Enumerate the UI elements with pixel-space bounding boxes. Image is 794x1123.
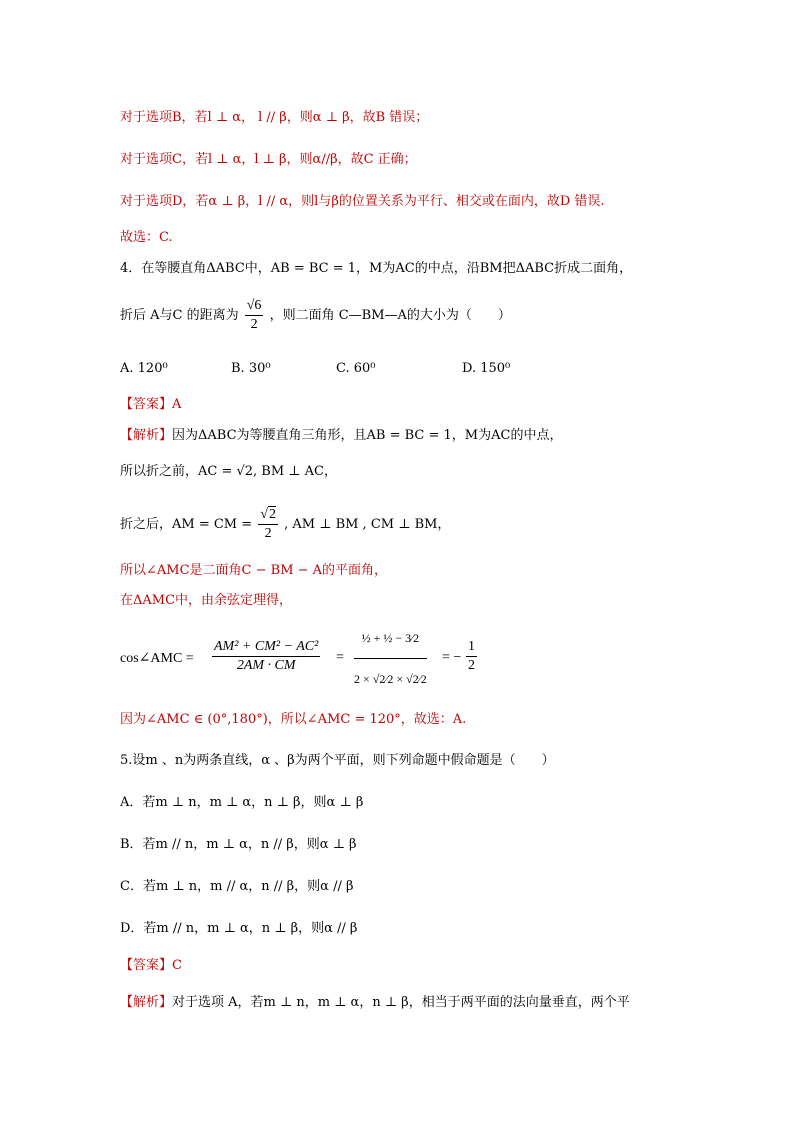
q5-answer-line: [120, 957, 182, 975]
q5-option-a: A．若m ⊥ n，m ⊥ α，n ⊥ β，则α ⊥ β: [120, 795, 364, 810]
q4-sqrt2-half-fraction: [258, 506, 278, 543]
choose-answer-line: 故选：C.: [120, 230, 173, 245]
q4-analysis-line2: 所以折之前，AC = √2, BM ⊥ AC，: [120, 464, 338, 479]
cos-fraction-1-numerator: AM² + CM² − AC²: [212, 638, 320, 657]
q4-analysis-line5: 在ΔAMC中，由余弦定理得，: [120, 593, 293, 608]
cos-rhs: = −: [442, 650, 462, 665]
cos-fraction-2-numerator: ½ + ½ − 3⁄2: [354, 618, 427, 659]
cos-result-fraction: [466, 638, 477, 675]
q4-analysis-line3-post: , AM ⊥ BM , CM ⊥ BM，: [284, 517, 451, 532]
q4-option-d: D. 150⁰: [462, 361, 511, 376]
q4-answer-line: [120, 396, 181, 414]
cos-result-denominator: 2: [468, 658, 475, 673]
q5-stem: 5.设m 、n为两条直线，α 、β为两个平面，则下列命题中假命题是（ ）: [120, 753, 555, 768]
q5-analysis-text1: 对于选项 A，若m ⊥ n，m ⊥ α，n ⊥ β，相当于两平面的法向量垂直，两个平: [172, 995, 630, 1010]
q4-option-c: C. 60⁰: [336, 361, 376, 376]
q5-option-c: C．若m ⊥ n，m // α，n // β，则α // β: [120, 879, 354, 894]
cos-result-numerator: 1: [466, 638, 477, 657]
cos-equals-1: =: [336, 650, 344, 665]
q4-answer-tag: 【答案】: [120, 397, 173, 412]
q5-analysis-tag: 【解析】: [120, 995, 173, 1010]
cos-fraction-2: [354, 618, 427, 699]
option-d-analysis: 对于选项D，若α ⊥ β，l // α，则l与β的位置关系为平行、相交或在面内，故D 错误.: [120, 194, 605, 209]
q4-distance-fraction: [245, 297, 264, 334]
cos-fraction-2-denominator: 2 × √2⁄2 × √2⁄2: [354, 672, 427, 686]
q4-analysis-text1: 因为ΔABC为等腰直角三角形，且AB = BC = 1，M为AC的中点，: [172, 428, 563, 443]
cos-lhs: cos∠AMC =: [120, 651, 194, 666]
cos-fraction-1-denominator: 2AM · CM: [236, 658, 296, 673]
q4-stem-post: ，则二面角 C—BM—A的大小为（ ）: [269, 308, 511, 323]
q4-stem-line1: 4．在等腰直角ΔABC中，AB = BC = 1，M为AC的中点，沿BM把ΔABC折成二面角，: [120, 261, 633, 276]
q4-fraction-numerator: √6: [245, 297, 264, 316]
cos-fraction-1: [212, 638, 320, 675]
q4-stem-pre: 折后 A与C 的距离为: [120, 308, 239, 323]
q4-analysis-line6: [120, 711, 466, 729]
q4-option-b: B. 30⁰: [231, 361, 271, 376]
q4-analysis-line4: 所以∠AMC是二面角C − BM − A的平面角，: [120, 563, 388, 578]
q5-answer: C: [172, 958, 182, 973]
q4-answer: A: [172, 397, 182, 412]
q5-analysis-line1: [120, 994, 630, 1012]
cosine-formula: [120, 618, 540, 700]
q4-fraction-denominator: 2: [250, 317, 258, 332]
q4-analysis-line3-pre: 折之后，AM = CM =: [120, 517, 253, 532]
q4-stem-line2: [120, 296, 511, 336]
q4-sqrt2-radicand: 2: [268, 507, 276, 522]
q4-analysis-tag: 【解析】: [120, 428, 173, 443]
q4-analysis-text6: 因为∠AMC ∈ (0°,180°)，所以∠AMC = 120°，故选：A.: [120, 712, 467, 727]
q4-analysis-line3: [120, 505, 450, 545]
q4-options: [120, 360, 540, 378]
q4-option-a: A. 120⁰: [120, 361, 168, 376]
option-c-analysis: 对于选项C，若l ⊥ α，l ⊥ β，则α//β，故C 正确；: [120, 152, 417, 167]
q4-sqrt2-numerator: √2: [258, 506, 278, 525]
option-b-analysis: 对于选项B，若l ⊥ α， l // β，则α ⊥ β，故B 错误；: [120, 110, 429, 125]
q5-option-b: B．若m // n，m ⊥ α，n // β，则α ⊥ β: [120, 837, 357, 852]
q5-answer-tag: 【答案】: [120, 958, 173, 973]
q4-analysis-line1: [120, 427, 562, 445]
q5-option-d: D．若m // n，m ⊥ α，n ⊥ β，则α // β: [120, 921, 358, 936]
q4-sqrt2-denominator: 2: [264, 526, 272, 541]
